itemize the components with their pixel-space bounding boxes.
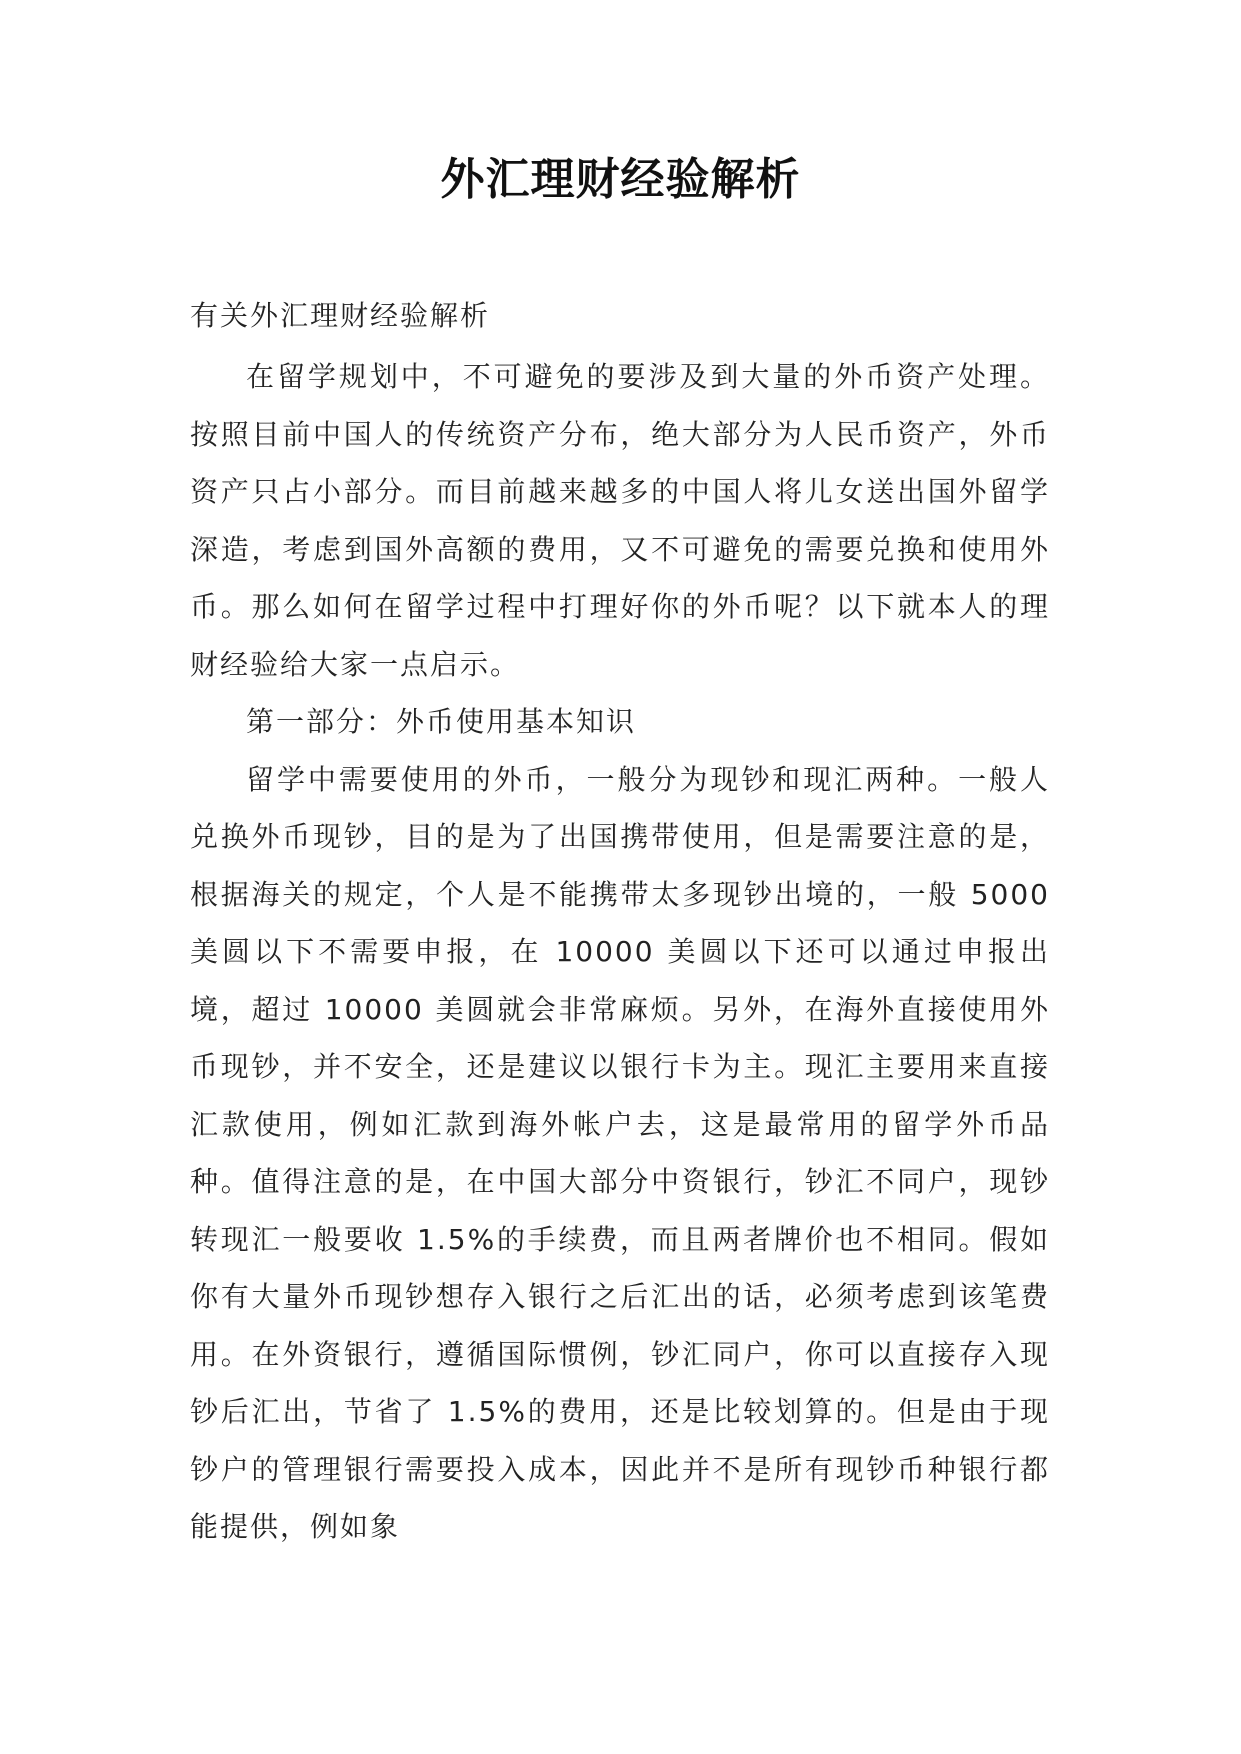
- document-title: 外汇理财经验解析: [440, 154, 801, 205]
- document-body: [190, 348, 1050, 1556]
- document-subtitle: 有关外汇理财经验解析: [190, 299, 491, 332]
- paragraph-intro: 在留学规划中，不可避免的要涉及到大量的外币资产处理。按照目前中国人的传统资产分布，绝大部分为人民币资产，外币资产只占小部分。而目前越来越多的中国人将儿女送出国外留学深造，考虑到国外高额的费用，又不可避免的需要兑换和使用外币。那么如何在留学过程中打理好你的外币呢？以下就本人的理财经验给大家一点启示。: [190, 360, 1050, 681]
- section-heading: 第一部分：外币使用基本知识: [246, 705, 637, 738]
- paragraph-section-one: 留学中需要使用的外币，一般分为现钞和现汇两种。一般人兑换外币现钞，目的是为了出国携带使用，但是需要注意的是，根据海关的规定，个人是不能携带太多现钞出境的，一般 5000 美圆以下不需要申报，在 10000 美圆以下还可以通过申报出境，超过 10000 美圆就会非常麻烦。另外，在海外直接使用外币现钞，并不安全，还是建议以银行卡为主。现汇主要用来直接汇款使用，例如汇款到海外帐户去，这是最常用的留学外币品种。值得注意的是，在中国大部分中资银行，钞汇不同户，现钞转现汇一般要收 1.5%的手续费，而且两者牌价也不相同。假如你有大量外币现钞想存入银行之后汇出的话，必须考虑到该笔费用。在外资银行，遵循国际惯例，钞汇同户，你可以直接存入现钞后汇出，节省了 1.5%的费用，还是比较划算的。但是由于现钞户的管理银行需要投入成本，因此并不是所有现钞币种银行都能提供，例如象: [190, 762, 1050, 1543]
